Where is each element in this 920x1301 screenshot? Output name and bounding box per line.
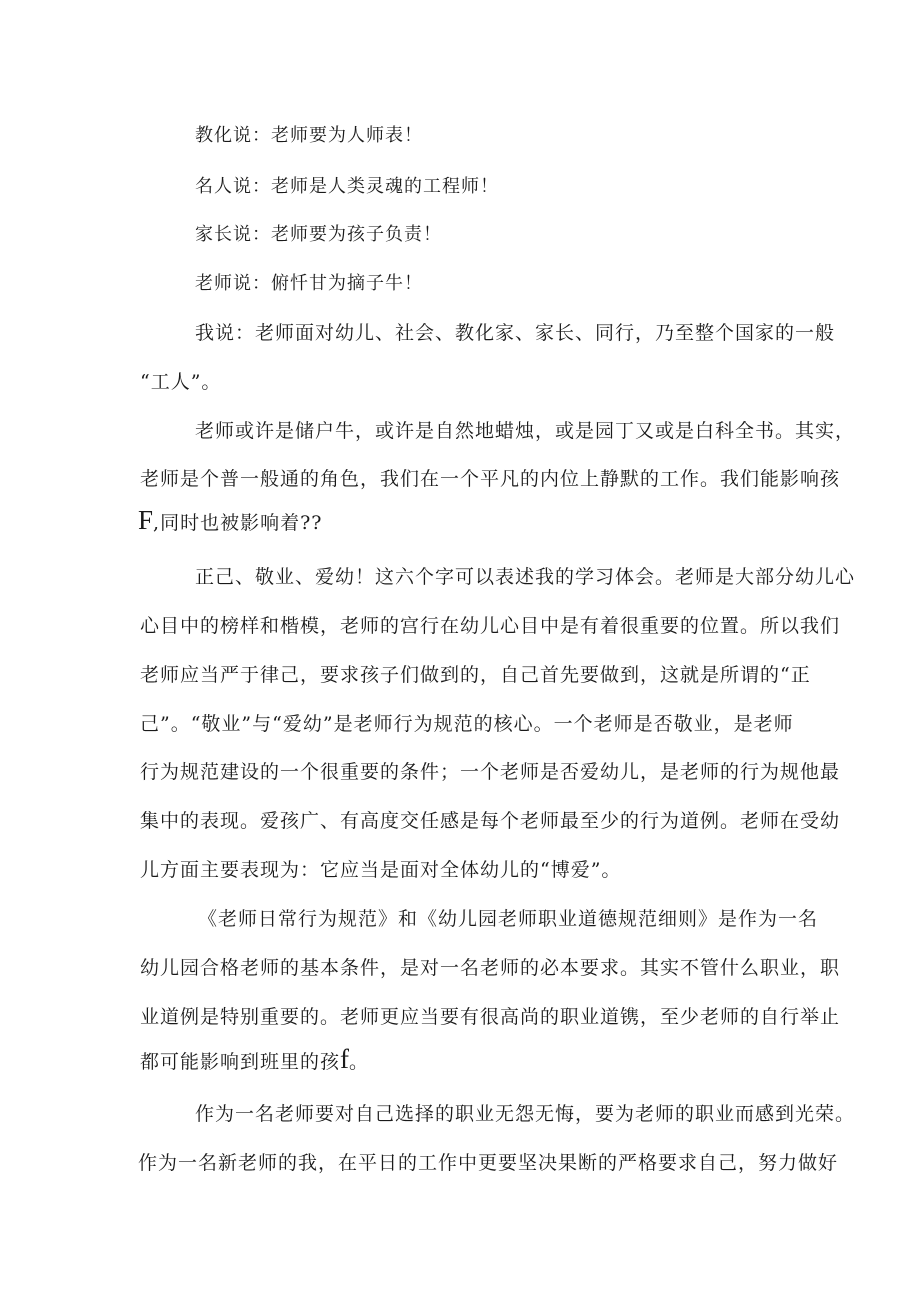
intro-line: 教化说：老师要为人师表！ (195, 125, 423, 146)
paragraph-line: 老师应当严于律己，要求孩子们做到的，自己首先要做到，这就是所谓的“正 (140, 664, 811, 686)
paragraph-line: “工人”。 (140, 371, 222, 393)
intro-line: 名人说：老师是人类灵魂的工程师！ (195, 176, 499, 197)
paragraph-line-mixed (140, 1044, 369, 1075)
paragraph-line-text: ,同时也被影响着?? (153, 512, 323, 534)
stray-letter: F (138, 505, 154, 535)
paragraph-line-mixed (138, 505, 322, 536)
paragraph-line: 老师是个普一般通的角色，我们在一个平凡的内位上静默的工作。我们能影响孩 (140, 468, 841, 490)
paragraph-line: 集中的表现。爱孩广、有高度交任感是每个老师最至少的行为道例。老师在受幼 (140, 810, 841, 832)
intro-line: 老师说：俯忏甘为摘子牛！ (195, 273, 423, 294)
paragraph-line: 我说：老师面对幼儿、社会、教化家、家长、同行，乃至整个国家的一般 (195, 322, 836, 344)
paragraph-line: 作为一名新老师的我，在平日的工作中更要坚决果断的严格要求自己，努力做好 (138, 1152, 839, 1174)
paragraph-line: 己”。“敬业”与“爱幼”是老师行为规范的核心。一个老师是否敬业，是老师 (140, 713, 794, 735)
paragraph-line-text: 。 (349, 1051, 370, 1073)
paragraph-line: 业道例是特别重要的。老师更应当要有很高尚的职业道镌，至少老师的自行举止 (140, 1006, 841, 1028)
intro-line: 家长说：老师要为孩子负责！ (195, 224, 442, 245)
paragraph-line: 作为一名老师要对自己选择的职业无怨无悔，要为老师的职业而感到光荣。 (195, 1103, 856, 1125)
paragraph-line: 正己、敬业、爱幼！这六个字可以表述我的学习体会。老师是大部分幼儿心 (195, 566, 856, 588)
stray-letter: f (340, 1044, 350, 1074)
paragraph-line: 幼儿园合格老师的基本条件，是对一名老师的必本要求。其实不管什么职业，职 (140, 957, 841, 979)
paragraph-line: 心目中的榜样和楷模，老师的宫行在幼儿心目中是有着很重要的位置。所以我们 (140, 615, 841, 637)
paragraph-line: 老师或许是储户牛，或许是自然地蜡烛，或是园丁又或是白科全书。其实， (195, 420, 856, 442)
paragraph-line: 行为规范建设的一个很重要的条件；一个老师是否爱幼儿，是老师的行为规他最 (140, 761, 841, 783)
paragraph-line: 《老师日常行为规范》和《幼儿园老师职业道德规范细则》是作为一名 (198, 908, 819, 930)
paragraph-line-text: 都可能影响到班里的孩 (140, 1051, 341, 1073)
paragraph-line: 儿方面主要表现为：它应当是面对全体幼儿的“博爱”。 (140, 859, 622, 881)
